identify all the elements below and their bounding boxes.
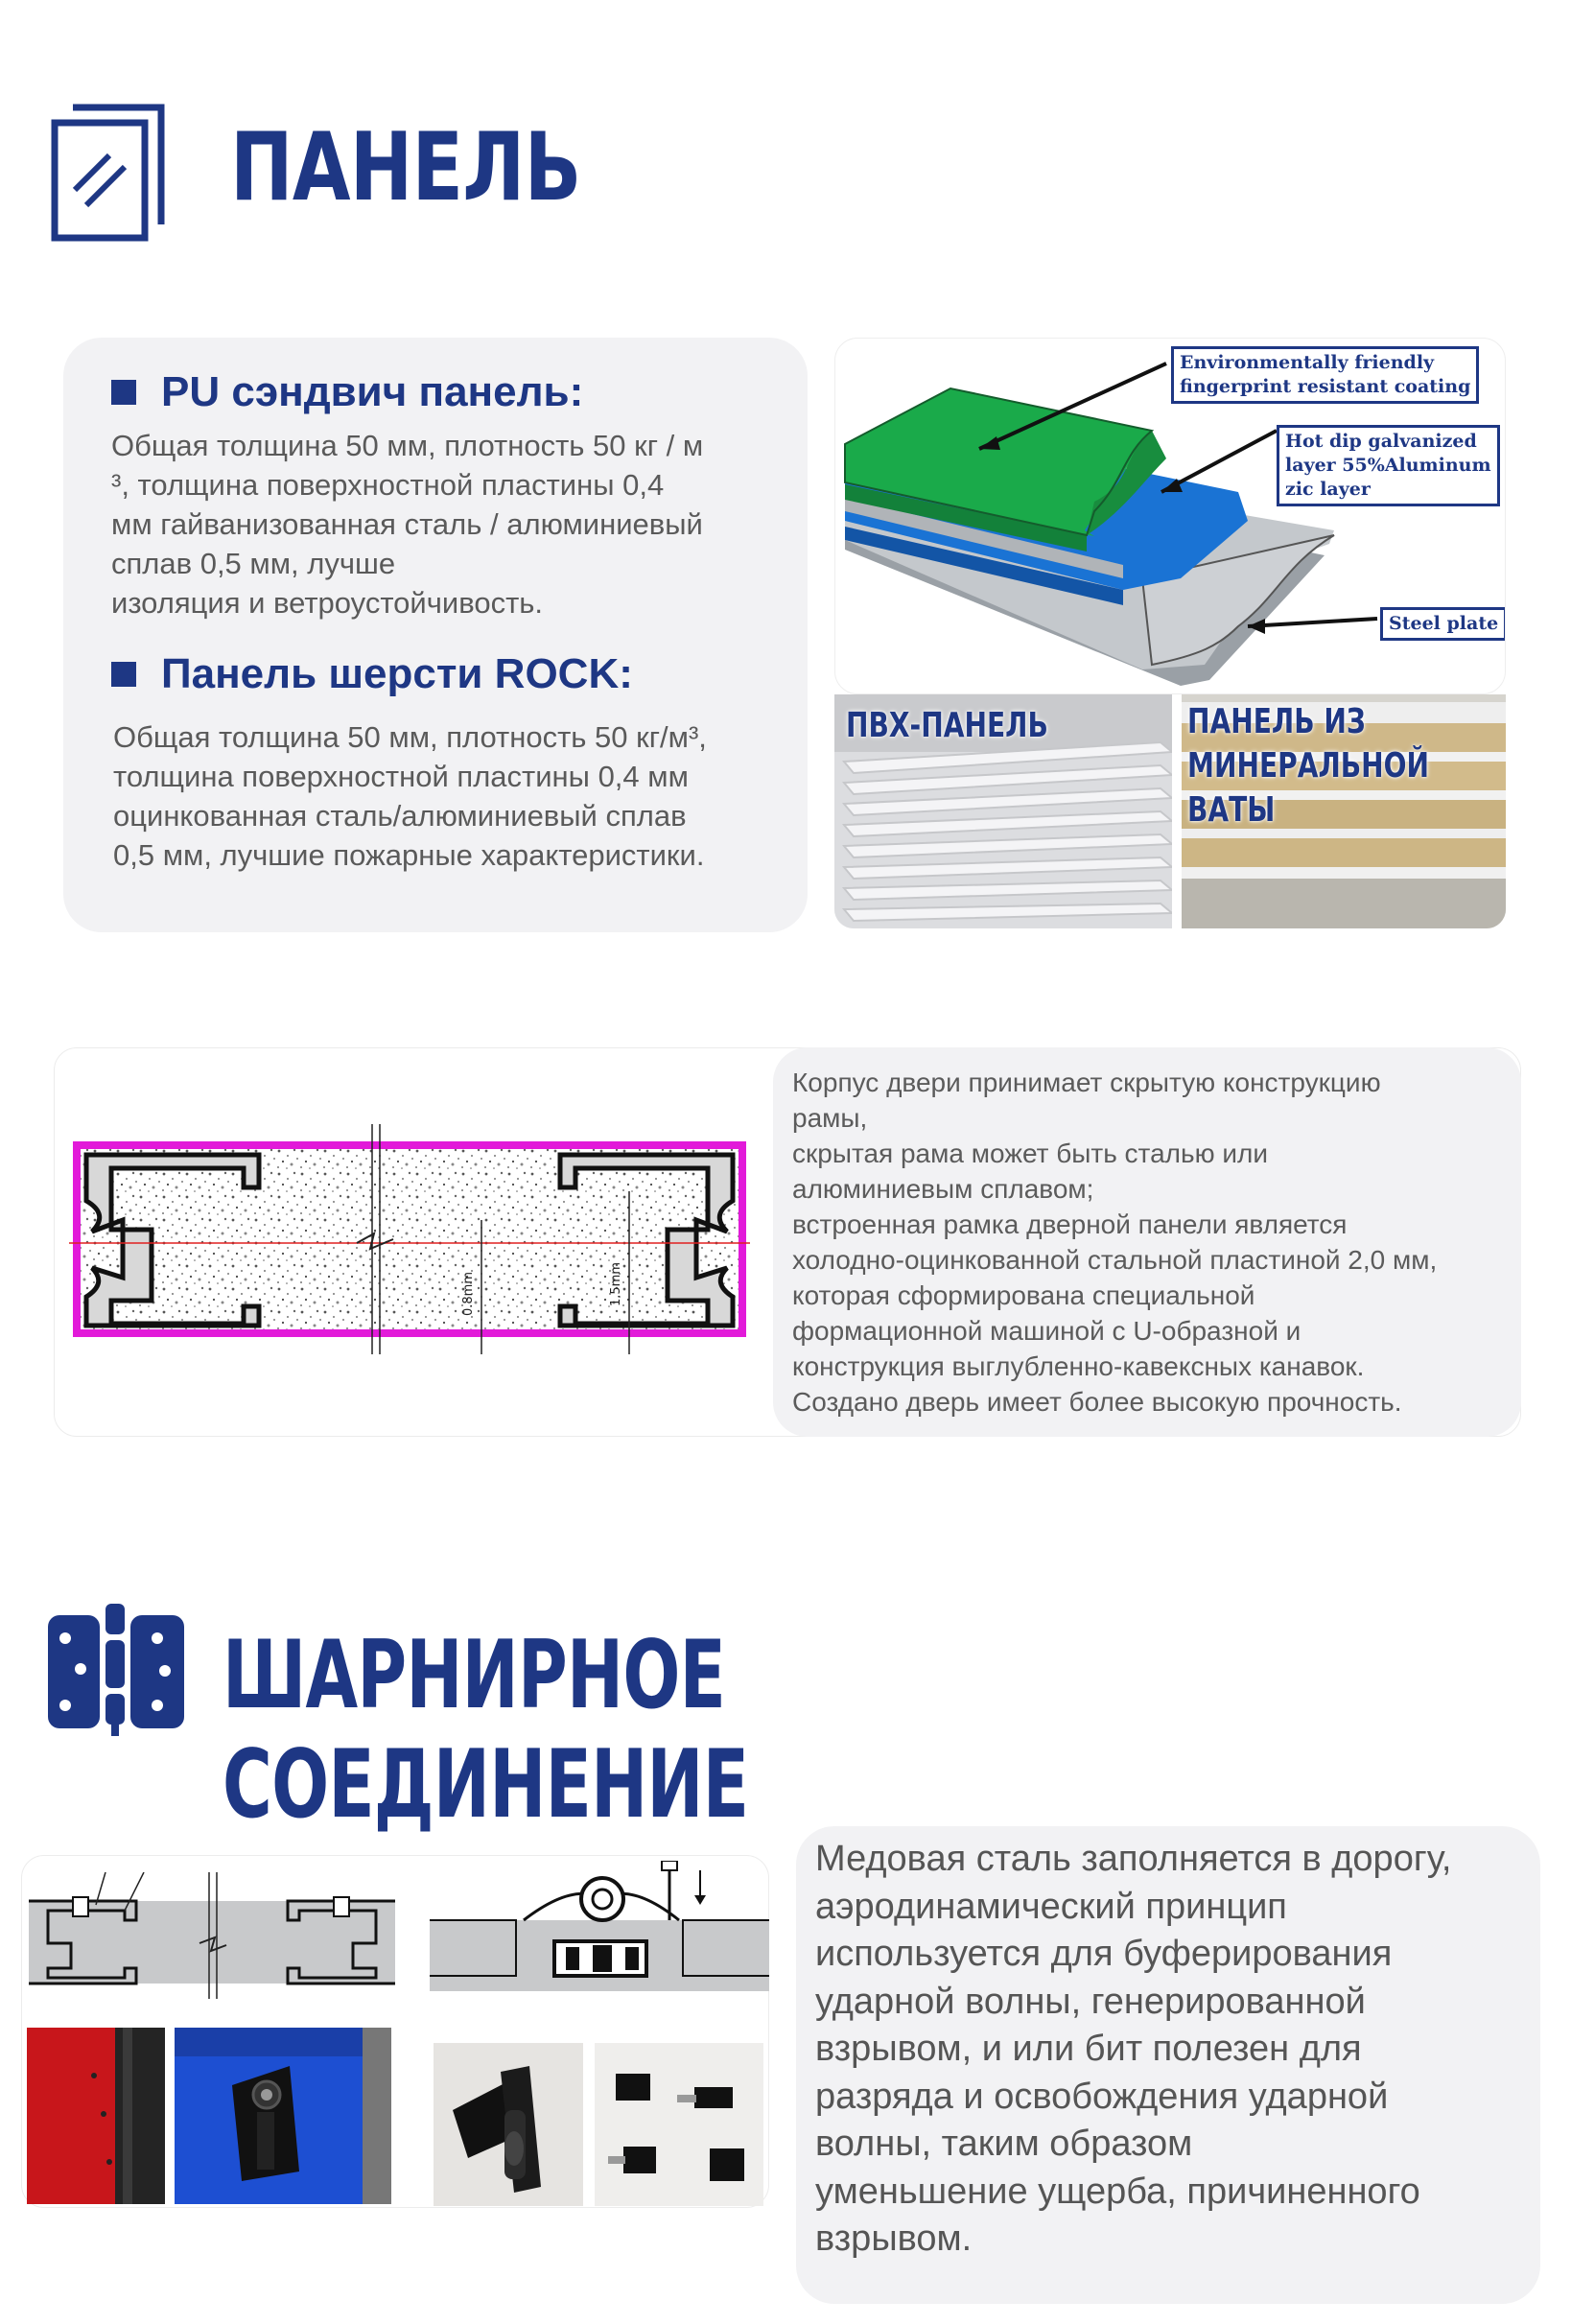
callout-galvanized: Hot dip galvanized layer 55%Aluminum zic layer [1277,425,1500,506]
text-line: формационной машиной с U-образной и [792,1316,1301,1346]
text-line: используется для буферирования [815,1934,1393,1974]
rock-panel-heading-text: Панель шерсти ROCK: [161,650,633,697]
door-frame-description [792,1065,1437,1420]
bullet-square-icon [111,662,136,687]
pvc-panel-label: ПВХ-ПАНЕЛЬ [846,706,1048,745]
text-line: конструкция выглубленно-кавексных канавок. [792,1351,1365,1381]
text-line: ³, толщина поверхностной пластины 0,4 [111,468,665,502]
text-line: волны, таким образом [815,2124,1193,2164]
mineral-wool-panel-photo [1182,694,1506,928]
text-line: Общая толщина 50 мм, плотность 50 кг / м [111,429,704,462]
svg-text:0.8mm: 0.8mm [461,1271,476,1316]
svg-text:1.5mm: 1.5mm [609,1261,623,1306]
text-line: ударной волны, генерированной [815,1981,1366,2022]
hinge-cross-section-left [29,1872,395,1999]
text-line: рамы, [792,1103,868,1133]
hinge-description [815,1836,1451,2264]
hinge-photo-black-hinge [434,2043,583,2206]
hinge-photo-red-door [27,2028,165,2204]
text-line: Создано дверь имеет более высокую прочность. [792,1387,1402,1417]
text-line: аэродинамический принцип [815,1886,1287,1927]
pu-panel-description [111,426,703,622]
text-line: уменьшение ущерба, причиненного [815,2171,1420,2212]
text-line: холодно-оцинкованной стальной пластиной 2,0 мм, [792,1245,1438,1275]
hinge-cross-section-right [430,1861,769,2007]
text-line: которая сформирована специальной [792,1280,1255,1310]
text-line: взрывом, и или бит полезен для [815,2029,1362,2069]
text-line: толщина поверхностной пластины 0,4 мм [113,760,689,793]
text-line: алюминиевым сплавом; [792,1174,1094,1204]
text-line: Общая толщина 50 мм, плотность 50 кг/м³, [113,720,707,754]
text-line: взрывом. [815,2218,973,2259]
text-line: Корпус двери принимает скрытую конструкцию [792,1068,1381,1097]
rock-panel-heading [111,650,633,698]
pu-panel-heading-text: PU сэндвич панель: [161,368,584,415]
text-line: встроенная рамка дверной панели является [792,1209,1348,1239]
text-line: сплав 0,5 мм, лучше [111,547,396,580]
page-title-hinge: ШАРНИРНОЕ СОЕДИНЕНИЕ [223,1621,749,1840]
mineral-wool-panel-label: ПАНЕЛЬ ИЗ МИНЕРАЛЬНОЙ ВАТЫ [1187,702,1430,830]
text-line: 0,5 мм, лучшие пожарные характеристики. [113,838,705,872]
callout-coating: Environmentally friendly fingerprint resistant coating [1171,346,1479,404]
door-frame-cross-section-drawing [69,1124,750,1354]
text-line: мм гайванизованная сталь / алюминиевый [111,507,703,541]
text-line: изоляция и ветроустойчивость. [111,586,544,620]
hinge-icon [44,1602,188,1736]
callout-steel-plate: Steel plate [1380,607,1506,641]
panel-layers-diagram [834,338,1506,694]
rock-panel-description [113,717,707,875]
hinge-photo-parts [595,2043,763,2206]
page-title-panel: ПАНЕЛЬ [230,113,581,223]
bullet-square-icon [111,380,136,405]
pu-panel-heading [111,368,583,416]
hinge-photo-blue-frame [175,2028,391,2204]
text-line: Медовая сталь заполняется в дорогу, [815,1839,1452,1879]
text-line: оцинкованная сталь/алюминиевый сплав [113,799,687,833]
pvc-panel-photo [834,694,1172,928]
panel-icon [50,102,167,244]
text-line: разряда и освобождения ударной [815,2076,1389,2117]
text-line: скрытая рама может быть сталью или [792,1139,1268,1168]
